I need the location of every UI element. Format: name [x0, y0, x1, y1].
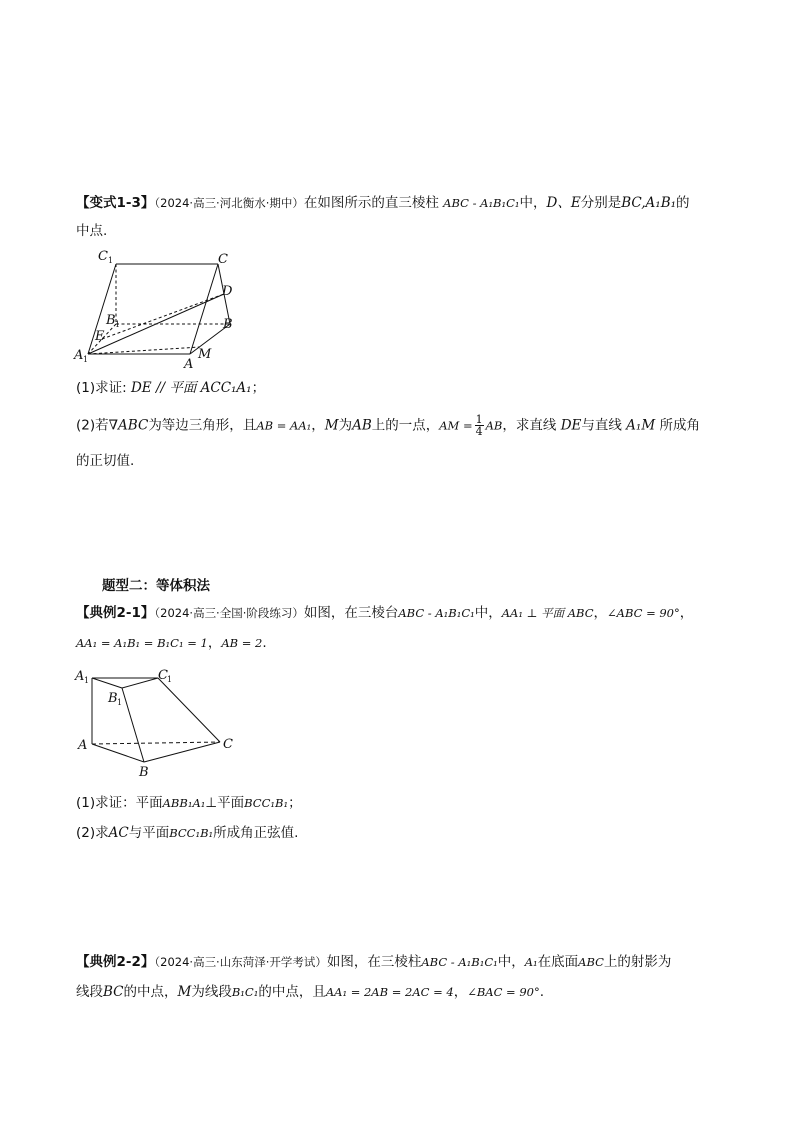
problem-1-question-2: (2)若∇ABC为等边三角形，且AB = AA₁，M为AB上的一点，AM = $\frac{1}{4}$ AB，求直线 DE与直线 A₁M 所成角	[76, 413, 700, 438]
problem-3-line-1: 【典例2-2】（2024·高三·山东菏泽·开学考试）如图，在三棱柱ABC - A₁B₁C₁中，A₁在底面ABC上的射影为	[76, 954, 672, 970]
label-b1: B	[108, 691, 118, 706]
svg-text:1: 1	[108, 256, 114, 265]
edge-ab	[92, 744, 144, 762]
label-m: M	[198, 347, 212, 362]
problem-1-line-1: 【变式1-3】（2024·高三·河北衡水·期中）在如图所示的直三棱柱 ABC - A₁B₁C₁中，D、E分别是BC,A₁B₁的	[76, 195, 690, 211]
problem-tag: 【典例2-2】	[76, 954, 155, 970]
label-d: D	[222, 284, 233, 299]
label-a: A	[184, 357, 194, 372]
frustum-figure	[72, 664, 242, 784]
edge-b1c1	[122, 678, 158, 688]
svg-text:1: 1	[83, 355, 89, 364]
label-a1: A	[75, 669, 85, 684]
edge-bc	[144, 742, 220, 762]
edge-ca	[190, 264, 218, 354]
problem-1-line-2: 中点.	[76, 223, 108, 239]
problem-3-line-2: 线段BC的中点，M为线段B₁C₁的中点，且AA₁ = 2AB = 2AC = 4，∠BAC = 90°.	[76, 984, 545, 1000]
problem-2-question-1: (1)求证：平面ABB₁A₁⊥平面BCC₁B₁；	[76, 795, 302, 811]
edge-a1b1	[92, 678, 122, 688]
label-e: E	[95, 329, 105, 344]
fraction-one-quarter: $\frac{1}{4}$	[475, 413, 483, 438]
problem-tag: 【典例2-1】	[76, 605, 155, 621]
svg-text:1: 1	[84, 676, 90, 685]
label-a: A	[78, 738, 88, 753]
section-title: 题型二：等体积法	[102, 578, 210, 594]
problem-source: （2024·高三·全国·阶段练习）	[154, 606, 304, 620]
label-c: C	[218, 252, 228, 267]
segment-ed	[102, 294, 224, 339]
problem-tag: 【变式1-3】	[76, 195, 155, 211]
svg-text:1: 1	[117, 698, 123, 707]
svg-text:1: 1	[115, 320, 121, 329]
problem-source: （2024·高三·河北衡水·期中）	[154, 196, 304, 210]
label-c1: C	[98, 249, 108, 264]
label-b1: B	[106, 313, 116, 328]
label-c1: C	[158, 668, 168, 683]
problem-2-question-2: (2)求AC与平面BCC₁B₁所成角正弦值.	[76, 825, 299, 841]
svg-text:1: 1	[167, 675, 173, 684]
problem-source: （2024·高三·山东菏泽·开学考试）	[154, 955, 327, 969]
label-b: B	[223, 317, 233, 332]
edge-ac	[92, 742, 220, 744]
label-a1: A	[74, 348, 84, 363]
segment-a1m	[88, 347, 200, 354]
edge-c1c	[158, 678, 220, 742]
problem-1-question-2-cont: 的正切值.	[76, 453, 135, 469]
label-b: B	[139, 765, 149, 780]
problem-2-line-1: 【典例2-1】（2024·高三·全国·阶段练习）如图，在三棱台ABC - A₁B₁C₁中，AA₁ ⊥ 平面 ABC，∠ABC = 90°，	[76, 605, 694, 621]
problem-1-question-1: (1)求证: DE // 平面 ACC₁A₁；	[76, 380, 266, 396]
label-c: C	[223, 737, 233, 752]
prism-figure	[70, 244, 250, 374]
edge-b1b	[122, 688, 144, 762]
problem-2-line-2: AA₁ = A₁B₁ = B₁C₁ = 1，AB = 2.	[76, 635, 267, 651]
